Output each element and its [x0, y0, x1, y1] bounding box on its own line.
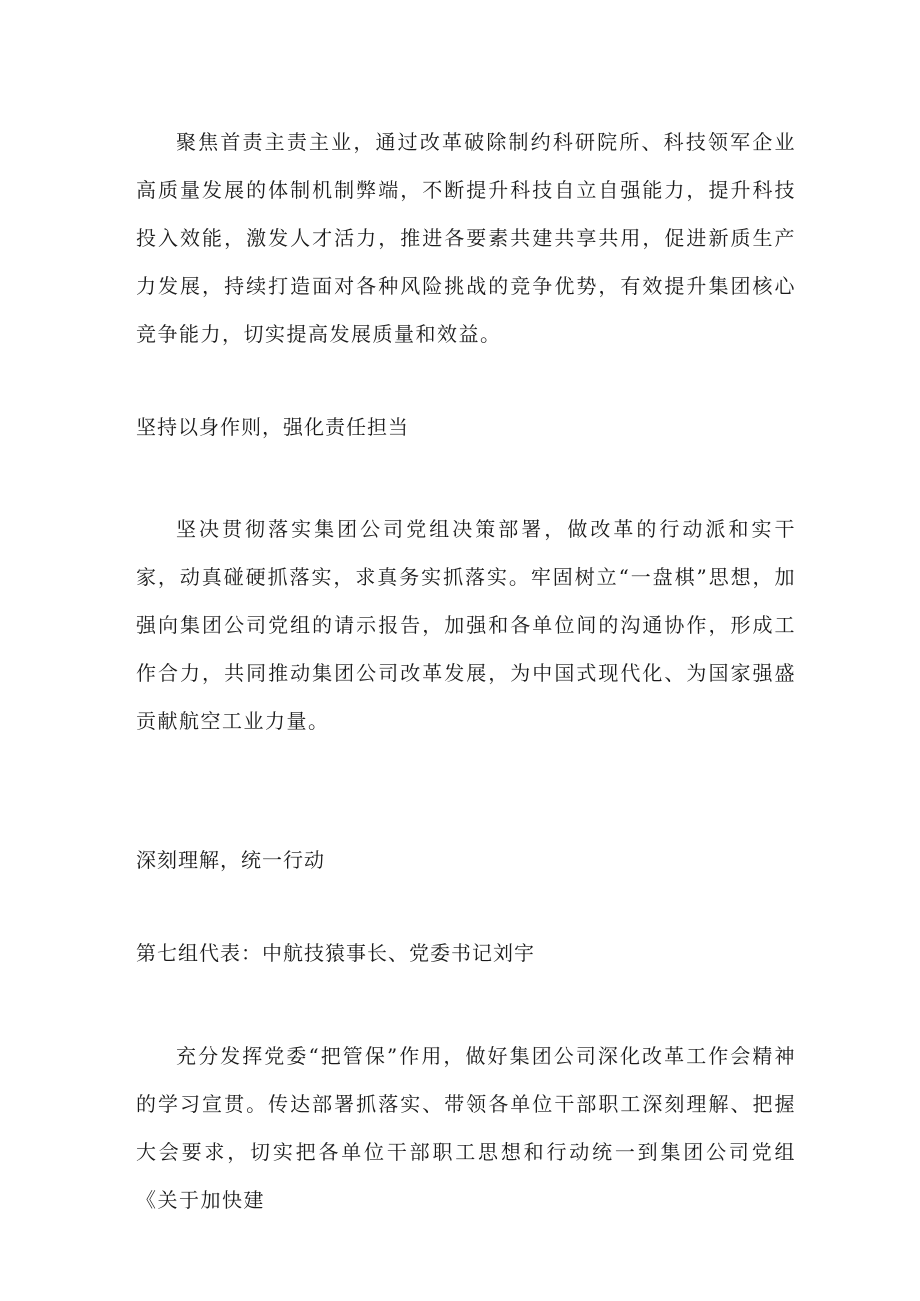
- paragraph-party-committee-role: 充分发挥党委“把管保”作用，做好集团公司深化改革工作会精神的学习宣贯。传达部署抓落实、带领各单位干部职工深刻理解、把握大会要求，切实把各单位干部职工思想和行动统一到集团公司党组《关于加快建: [136, 1044, 796, 1212]
- paragraph-implement-decisions: 坚决贯彻落实集团公司党组决策部署，做改革的行动派和实干家，动真碰硬抓落实，求真务实抓落实。牢固树立“一盘棋”思想，加强向集团公司党组的请示报告，加强和各单位间的沟通协作，形成工作合力，共同推动集团公司改革发展，为中国式现代化、为国家强盛贡献航空工业力量。: [136, 517, 796, 733]
- paragraph-focus-main-business: 聚焦首责主责主业，通过改革破除制约科研院所、科技领军企业高质量发展的体制机制弊端，不断提升科技自立自强能力，提升科技投入效能，激发人才活力，推进各要素共建共享共用，促进新质生产力发展，持续打造面对各种风险挑战的竞争优势，有效提升集团核心竞争能力，切实提高发展质量和效益。: [136, 130, 796, 346]
- section-heading-lead-by-example: 坚持以身作则，强化责任担当: [136, 415, 409, 439]
- speaker-label-group-seven: 第七组代表：中航技猿事长、党委书记刘宇: [136, 941, 535, 965]
- section-heading-unified-action: 深刻理解，统一行动: [136, 848, 325, 872]
